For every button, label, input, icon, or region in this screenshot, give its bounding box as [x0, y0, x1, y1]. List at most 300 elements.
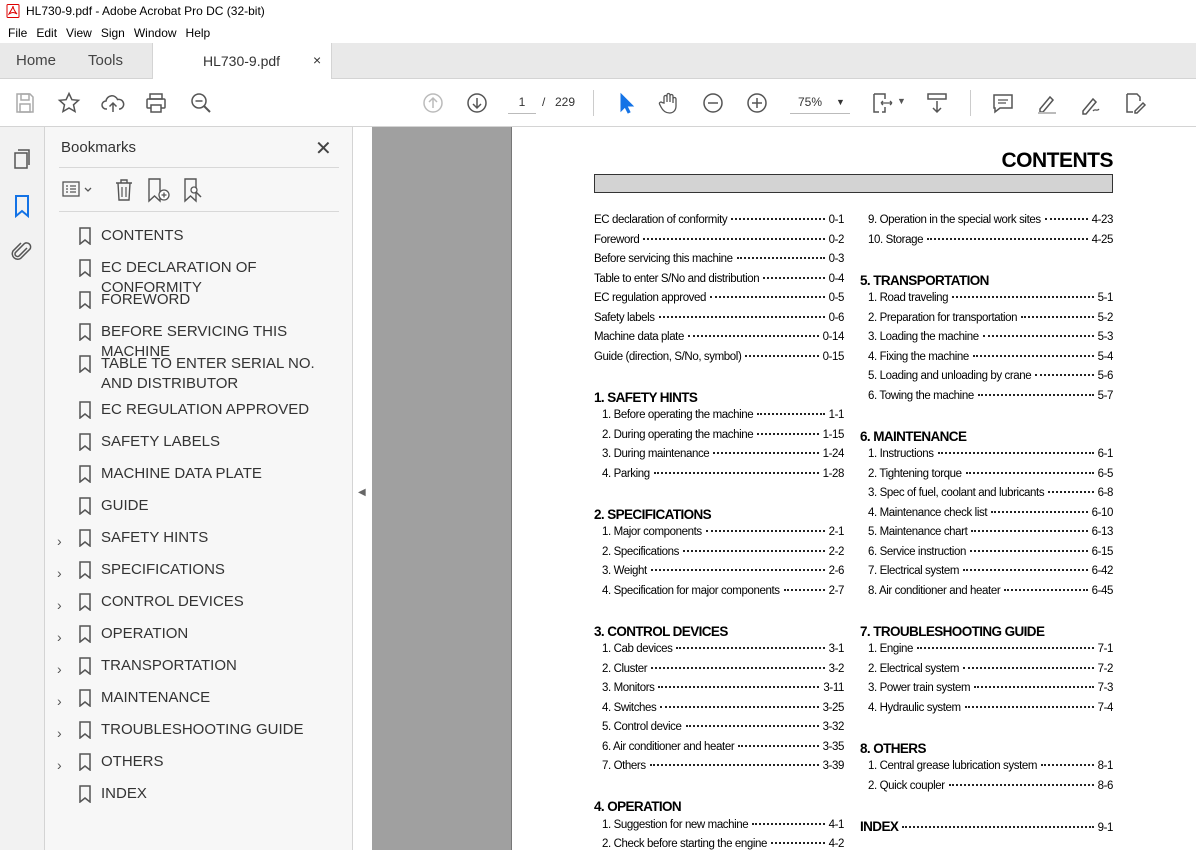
- toolbar-separator: [593, 90, 594, 116]
- previous-page-icon[interactable]: [420, 90, 446, 116]
- chevron-down-icon[interactable]: ▼: [897, 96, 906, 106]
- toc-page-number: 5-2: [1097, 311, 1113, 324]
- bookmark-item[interactable]: [45, 589, 353, 621]
- highlight-pen-icon[interactable]: [1034, 90, 1060, 116]
- dot-leader: [745, 355, 818, 357]
- toc-page-number: 7-1: [1097, 643, 1113, 655]
- bookmark-item[interactable]: [45, 287, 353, 319]
- toc-entry-title: EC regulation approved: [594, 292, 707, 304]
- dot-leader: [706, 530, 825, 532]
- dot-leader: [973, 355, 1094, 357]
- toc-page-number: 2-6: [828, 565, 844, 577]
- toc-page-number: 6-15: [1091, 545, 1113, 558]
- zoom-value: 75%: [798, 95, 823, 109]
- bookmark-label: GUIDE: [101, 497, 149, 514]
- bookmark-label: TABLE TO ENTER SERIAL NO. AND DISTRIBUTOR: [101, 355, 315, 392]
- dot-leader: [966, 472, 1094, 474]
- hand-tool-icon[interactable]: [656, 90, 682, 116]
- toc-entry: [868, 780, 1113, 792]
- bookmark-label: CONTENTS: [101, 227, 184, 244]
- title-bar: [0, 0, 1196, 22]
- dot-leader: [965, 706, 1094, 708]
- tab-document[interactable]: [152, 43, 332, 80]
- dot-leader: [917, 647, 1094, 649]
- toc-entry-title: 1. Engine: [868, 643, 913, 655]
- dot-leader: [938, 452, 1094, 454]
- dot-leader: [731, 218, 824, 220]
- toc-entry: [602, 409, 844, 421]
- dot-leader: [1045, 218, 1088, 220]
- toc-entry-title: 2. Cluster: [602, 662, 648, 675]
- toc-page-number: 4-25: [1091, 233, 1113, 246]
- toc-page-number: 2-7: [828, 584, 844, 597]
- toolbar-separator: [970, 90, 971, 116]
- heading-bar: [594, 174, 1113, 193]
- toc-entry-title: 3. During maintenance: [602, 448, 710, 460]
- dot-leader: [688, 335, 819, 337]
- divider: [59, 167, 339, 168]
- toc-entry: [602, 721, 844, 733]
- bookmark-label: SPECIFICATIONS: [101, 561, 225, 578]
- attachment-icon[interactable]: [10, 240, 34, 264]
- close-tab-icon[interactable]: ×: [313, 52, 322, 68]
- bookmark-icon: [78, 259, 92, 277]
- toc-page-number: 3-32: [822, 721, 844, 733]
- bookmark-list: [45, 223, 353, 813]
- toc-page-number: 0-14: [822, 331, 844, 343]
- toc-page-number: 6-1: [1097, 448, 1113, 460]
- left-rail: [0, 127, 45, 850]
- toc-entry-title: INDEX: [860, 818, 899, 834]
- bookmark-label: BEFORE SERVICING THIS MACHINE: [101, 323, 288, 360]
- toc-entry: [868, 214, 1113, 226]
- toc-entry: [860, 819, 1113, 834]
- toc-entry-title: 2. Check before starting the engine: [602, 838, 768, 850]
- toc-entry-title: 4. Maintenance check list: [868, 506, 988, 519]
- toc-entry: [594, 351, 844, 363]
- tab-home[interactable]: Home: [16, 52, 57, 69]
- toc-page-number: 1-15: [822, 428, 844, 441]
- toc-entry: [602, 760, 844, 772]
- dot-leader: [784, 589, 825, 591]
- dot-leader: [963, 667, 1094, 669]
- toc-section-title: 8. OTHERS: [860, 740, 926, 756]
- toc-entry-title: 3. Weight: [602, 565, 647, 577]
- select-cursor-icon[interactable]: [612, 90, 638, 116]
- toc-entry: [868, 565, 1113, 577]
- zoom-select[interactable]: [790, 90, 850, 114]
- toc-entry-title: 3. Monitors: [602, 682, 655, 694]
- toc-page-number: 5-3: [1097, 331, 1113, 343]
- menu-help[interactable]: Help: [185, 25, 211, 40]
- toc-entry-title: 1. Road traveling: [868, 292, 949, 304]
- toc-page-number: 3-2: [828, 662, 844, 675]
- toc-page-number: 6-8: [1097, 487, 1113, 499]
- menu-window[interactable]: Window: [133, 25, 177, 40]
- toc-entry-title: 7. Electrical system: [868, 565, 960, 577]
- dot-leader: [752, 823, 824, 825]
- dot-leader: [902, 826, 1093, 828]
- dot-leader: [1004, 589, 1087, 591]
- toc-section-title: 6. MAINTENANCE: [860, 428, 967, 444]
- toc-page-number: 3-11: [823, 682, 844, 694]
- toc-page-number: 3-1: [828, 643, 844, 655]
- bookmark-label: MAINTENANCE: [101, 689, 211, 706]
- search-icon[interactable]: [188, 90, 214, 116]
- dot-leader: [737, 257, 825, 259]
- toc-entry: [868, 526, 1113, 538]
- toc-entry: [868, 507, 1113, 519]
- toc-entry-title: Table to enter S/No and distribution: [594, 272, 760, 285]
- dot-leader: [771, 842, 825, 844]
- toc-entry-title: 5. Maintenance chart: [868, 526, 968, 538]
- chevron-right-icon[interactable]: ›: [57, 597, 62, 613]
- bookmark-label: OTHERS: [101, 753, 164, 770]
- toc-entry-title: 9. Operation in the special work sites: [868, 214, 1041, 226]
- sign-icon[interactable]: [1078, 90, 1104, 116]
- toc-entry-title: 2. Electrical system: [868, 662, 960, 675]
- toc-entry-title: 3. Power train system: [868, 682, 971, 694]
- toc-entry-title: 1. Suggestion for new machine: [602, 818, 749, 831]
- dot-leader: [660, 706, 818, 708]
- toc-entry-title: 2. During operating the machine: [602, 428, 754, 441]
- menu-sign[interactable]: Sign: [100, 25, 125, 40]
- scroll-mode-icon[interactable]: [924, 90, 950, 116]
- bookmark-icon: [78, 227, 92, 245]
- toc-entry: [602, 468, 844, 480]
- toc-entry: [602, 546, 844, 558]
- window-title: HL730-9.pdf - Adobe Acrobat Pro DC (32-bit): [26, 4, 265, 18]
- dot-leader: [643, 238, 824, 240]
- toc-section-title: 2. SPECIFICATIONS: [594, 506, 712, 522]
- bookmark-item[interactable]: [45, 461, 353, 493]
- bookmark-item[interactable]: [45, 397, 353, 429]
- toc-entry-title: 2. Quick coupler: [868, 779, 945, 792]
- toc-entry-title: 2. Specifications: [602, 545, 679, 558]
- toc-entry: [868, 487, 1113, 499]
- toc-page-number: 0-3: [828, 253, 844, 265]
- dot-leader: [952, 296, 1093, 298]
- bookmark-item[interactable]: [45, 749, 353, 781]
- toc-entry-title: EC declaration of conformity: [594, 214, 728, 226]
- toc-section-title: 3. CONTROL DEVICES: [594, 623, 728, 639]
- toc-entry: [602, 565, 844, 577]
- panel-title: Bookmarks: [61, 139, 137, 156]
- toc-page-number: 6-13: [1091, 526, 1113, 538]
- dot-leader: [650, 764, 819, 766]
- zoom-out-icon[interactable]: [700, 90, 726, 116]
- toc-entry: [868, 585, 1113, 597]
- bookmark-item[interactable]: [45, 319, 353, 360]
- toc-page-number: 8-1: [1097, 760, 1113, 772]
- chevron-right-icon[interactable]: ›: [57, 725, 62, 741]
- toc-page-number: 7-2: [1097, 662, 1113, 675]
- menu-bar: [0, 22, 1196, 43]
- bookmark-item[interactable]: [45, 351, 353, 397]
- toc-page-number: 6-5: [1097, 467, 1113, 480]
- bookmark-label: SAFETY HINTS: [101, 529, 209, 546]
- toc-entry-title: 1. Before operating the machine: [602, 409, 754, 421]
- bookmark-item[interactable]: [45, 557, 353, 589]
- toc-entry: [868, 331, 1113, 343]
- bookmarks-panel: [45, 127, 353, 850]
- toc-entry: [868, 234, 1113, 246]
- menu-file[interactable]: File: [8, 25, 28, 40]
- toc-entry: [602, 429, 844, 441]
- bookmark-item[interactable]: [45, 685, 353, 717]
- bookmark-icon: [78, 561, 92, 579]
- toc-entry: [594, 234, 844, 246]
- close-panel-icon[interactable]: ✕: [315, 138, 332, 160]
- new-bookmark-icon[interactable]: [145, 177, 171, 203]
- chevron-right-icon[interactable]: ›: [57, 661, 62, 677]
- toc-page-number: 0-15: [822, 350, 844, 363]
- toc-entry: [602, 663, 844, 675]
- toc-entry: [868, 682, 1113, 694]
- toc-page-number: 4-2: [828, 838, 844, 850]
- tab-document-label: HL730-9.pdf: [203, 53, 281, 69]
- dot-leader: [757, 413, 824, 415]
- toc-section-title: 5. TRANSPORTATION: [860, 272, 989, 288]
- dot-leader: [971, 530, 1087, 532]
- bookmark-label: TRANSPORTATION: [101, 657, 237, 674]
- bookmark-label: EC REGULATION APPROVED: [101, 401, 310, 418]
- toc-entry-title: 6. Service instruction: [868, 545, 966, 558]
- toc-section-title: 1. SAFETY HINTS: [594, 389, 698, 405]
- page-display-icon[interactable]: [870, 90, 896, 116]
- toc-entry: [602, 741, 844, 753]
- toc-entry-title: 2. Preparation for transportation: [868, 311, 1018, 324]
- document-viewer[interactable]: [372, 127, 1196, 850]
- dot-leader: [651, 667, 824, 669]
- toc-entry: [868, 390, 1113, 402]
- toc-entry-title: 10. Storage: [868, 233, 924, 246]
- toc-entry-title: 4. Specification for major components: [602, 584, 780, 597]
- bookmark-icon: [78, 433, 92, 451]
- dot-leader: [763, 277, 824, 279]
- dot-leader: [1041, 764, 1094, 766]
- toc-page-number: 1-28: [822, 467, 844, 480]
- bookmark-item[interactable]: [45, 717, 353, 749]
- acrobat-icon: [6, 4, 20, 18]
- toc-entry: [868, 546, 1113, 558]
- options-menu-icon[interactable]: [61, 177, 95, 203]
- toc-entry-title: 3. Loading the machine: [868, 331, 979, 343]
- toc-page-number: 0-4: [828, 272, 844, 285]
- upload-cloud-icon[interactable]: [100, 90, 126, 116]
- dot-leader: [949, 784, 1094, 786]
- toc-page-number: 7-4: [1097, 701, 1113, 714]
- dot-leader: [651, 569, 825, 571]
- toc-entry: [868, 663, 1113, 675]
- print-icon[interactable]: [143, 90, 169, 116]
- menu-view[interactable]: View: [66, 25, 92, 40]
- toc-entry: [602, 819, 844, 831]
- toc-page-number: 1-24: [822, 448, 844, 460]
- pages-thumbnail-icon[interactable]: [10, 147, 34, 171]
- toc-entry: [602, 838, 844, 850]
- toc-page-number: 8-6: [1097, 779, 1113, 792]
- toc-page-number: 5-7: [1097, 389, 1113, 402]
- toc-page-number: 6-42: [1091, 565, 1113, 577]
- toc-entry-title: Foreword: [594, 233, 640, 246]
- toc-entry: [868, 468, 1113, 480]
- toc-entry-title: 4. Fixing the machine: [868, 350, 969, 363]
- next-page-icon[interactable]: [464, 90, 490, 116]
- toc-page-number: 5-6: [1097, 370, 1113, 382]
- toc-entry: [602, 526, 844, 538]
- toc-entry-title: Machine data plate: [594, 331, 684, 343]
- bookmark-icon: [78, 753, 92, 771]
- bookmark-item[interactable]: [45, 493, 353, 525]
- save-icon[interactable]: [12, 90, 38, 116]
- tab-tools[interactable]: Tools: [88, 52, 124, 69]
- toc-section-title: 7. TROUBLESHOOTING GUIDE: [860, 623, 1045, 639]
- toc-page-number: 2-2: [828, 545, 844, 558]
- toc-page-number: 6-10: [1091, 506, 1113, 519]
- contents-heading: CONTENTS: [1001, 149, 1113, 172]
- bookmark-icon: [78, 323, 92, 341]
- toc-entry-title: 4. Parking: [602, 467, 650, 480]
- toc-entry: [868, 760, 1113, 772]
- toc-page-number: 3-39: [822, 760, 844, 772]
- toc-entry: [868, 448, 1113, 460]
- comment-icon[interactable]: [990, 90, 1016, 116]
- toc-page-number: 0-6: [828, 311, 844, 324]
- find-bookmark-icon[interactable]: [181, 177, 207, 203]
- bookmark-label: CONTROL DEVICES: [101, 593, 244, 610]
- toc-entry: [602, 643, 844, 655]
- toc-page-number: 1-1: [828, 409, 844, 421]
- dot-leader: [963, 569, 1088, 571]
- toc-page-number: 9-1: [1097, 821, 1113, 834]
- pdf-page: [511, 127, 1196, 850]
- dot-leader: [658, 686, 819, 688]
- toc-entry: [594, 312, 844, 324]
- toc-page-number: 4-23: [1091, 214, 1113, 226]
- chevron-right-icon[interactable]: ›: [57, 565, 62, 581]
- page-number-input[interactable]: 1: [508, 90, 536, 114]
- dot-leader: [974, 686, 1093, 688]
- bookmark-item[interactable]: [45, 429, 353, 461]
- dot-leader: [713, 452, 818, 454]
- zoom-in-icon[interactable]: [744, 90, 770, 116]
- toc-page-number: 0-2: [828, 233, 844, 246]
- toc-entry-title: Safety labels: [594, 311, 655, 324]
- toc-entry: [602, 448, 844, 460]
- toc-entry-title: Guide (direction, S/No, symbol): [594, 350, 742, 363]
- page-count: 229: [555, 95, 576, 109]
- toc-entry: [594, 292, 844, 304]
- toc-page-number: 0-1: [828, 214, 844, 226]
- bookmark-icon: [78, 401, 92, 419]
- dot-leader: [659, 316, 825, 318]
- toc-page-number: 4-1: [828, 818, 844, 831]
- dot-leader: [1035, 374, 1093, 376]
- bookmark-icon: [78, 785, 92, 803]
- toc-entry-title: 1. Major components: [602, 526, 702, 538]
- dot-leader: [970, 550, 1088, 552]
- toc-section-title: 4. OPERATION: [594, 799, 682, 814]
- star-icon[interactable]: [56, 90, 82, 116]
- bookmark-item[interactable]: [45, 653, 353, 685]
- bookmark-icon: [78, 529, 92, 547]
- bookmark-icon: [78, 721, 92, 739]
- bookmark-label: INDEX: [101, 785, 147, 802]
- delete-bookmark-icon[interactable]: [111, 177, 137, 203]
- fill-sign-icon[interactable]: [1122, 90, 1148, 116]
- toc-entry-title: 1. Instructions: [868, 448, 934, 460]
- toc-entry: [602, 682, 844, 694]
- toc-entry-title: 3. Spec of fuel, coolant and lubricants: [868, 487, 1045, 499]
- toc-entry: [868, 312, 1113, 324]
- dot-leader: [978, 394, 1094, 396]
- dot-leader: [1021, 316, 1093, 318]
- chevron-right-icon[interactable]: ›: [57, 629, 62, 645]
- bookmark-icon: [78, 625, 92, 643]
- dot-leader: [654, 472, 819, 474]
- toc-entry-title: 1. Cab devices: [602, 643, 673, 655]
- dot-leader: [1048, 491, 1093, 493]
- bookmark-label: OPERATION: [101, 625, 189, 642]
- bookmark-panel-icon[interactable]: [10, 194, 34, 218]
- toc-page-number: 7-3: [1097, 682, 1113, 694]
- toc-entry-title: 4. Hydraulic system: [868, 701, 961, 714]
- toc-entry-title: Before servicing this machine: [594, 253, 733, 265]
- bookmark-item[interactable]: [45, 255, 353, 296]
- toc-page-number: 5-4: [1097, 350, 1113, 363]
- toc-page-number: 0-5: [828, 292, 844, 304]
- toc-entry-title: 6. Air conditioner and heater: [602, 740, 735, 753]
- menu-edit[interactable]: Edit: [36, 25, 58, 40]
- bookmark-icon: [78, 593, 92, 611]
- collapse-panel-handle[interactable]: ◀: [358, 487, 366, 498]
- chevron-right-icon[interactable]: ›: [57, 533, 62, 549]
- toc-entry: [868, 702, 1113, 714]
- bookmark-label: TROUBLESHOOTING GUIDE: [101, 721, 304, 738]
- chevron-down-icon: ▼: [836, 97, 845, 107]
- page-separator: /: [542, 95, 546, 109]
- toc-entry-title: 8. Air conditioner and heater: [868, 584, 1001, 597]
- bookmark-item[interactable]: [45, 223, 353, 255]
- toc-entry: [868, 643, 1113, 655]
- toc-entry: [594, 214, 844, 226]
- toc-page-number: 2-1: [828, 526, 844, 538]
- bookmark-item[interactable]: [45, 525, 353, 557]
- toc-entry-title: 5. Loading and unloading by crane: [868, 370, 1032, 382]
- tab-bar: [0, 43, 1196, 79]
- toc-entry-title: 5. Control device: [602, 721, 682, 733]
- toc-entry: [594, 273, 844, 285]
- dot-leader: [757, 433, 818, 435]
- bookmark-item[interactable]: [45, 621, 353, 653]
- toc-entry: [602, 585, 844, 597]
- bookmark-item[interactable]: [45, 781, 353, 813]
- toc-entry-title: 6. Towing the machine: [868, 389, 974, 402]
- toolbar: [0, 79, 1196, 127]
- toc-entry-title: 7. Others: [602, 760, 646, 772]
- dot-leader: [991, 511, 1087, 513]
- toc-entry-title: 2. Tightening torque: [868, 467, 962, 480]
- bookmark-label: MACHINE DATA PLATE: [101, 465, 262, 482]
- divider: [59, 211, 339, 212]
- chevron-right-icon[interactable]: ›: [57, 693, 62, 709]
- toc-entry: [868, 370, 1113, 382]
- chevron-right-icon[interactable]: ›: [57, 757, 62, 773]
- toc-entry: [868, 292, 1113, 304]
- bookmark-label: SAFETY LABELS: [101, 433, 220, 450]
- bookmark-label: FOREWORD: [101, 291, 191, 308]
